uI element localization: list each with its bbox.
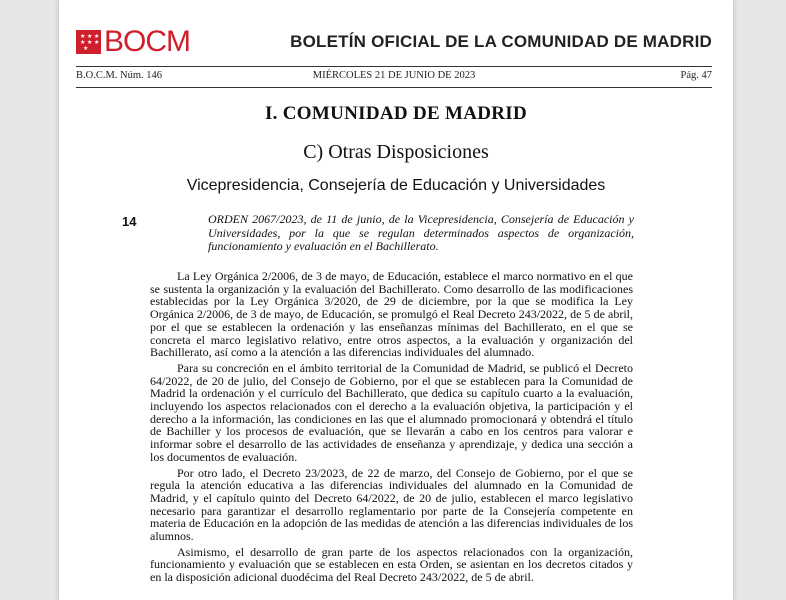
department-heading: Vicepresidencia, Consejería de Educación y Universidades — [186, 177, 606, 194]
order-number: 14 — [122, 214, 137, 229]
madrid-flag-icon: ★ ★ ★ ★ ★ ★ ★ — [76, 30, 101, 54]
subsection-heading: C) Otras Disposiciones — [303, 141, 489, 163]
document-page — [58, 0, 734, 600]
paragraph: Asimismo, el desarrollo de gran parte de los aspectos relacionados con la organización, funcionamiento y evaluación que se establecen en esta Orden, se asientan en los decretos citados y en la disposición adicional duodécima del Real Decreto 243/2022, de 5 de abril. — [150, 544, 633, 585]
page-number: Pág. 47 — [680, 70, 712, 81]
bocm-logo — [76, 25, 190, 58]
issue-info-bar — [76, 70, 712, 86]
paragraph: Por otro lado, el Decreto 23/2023, de 22 de marzo, del Consejo de Gobierno, por el que se regula la atención educativa a las diferencias individuales del alumnado en la Comunidad de Madrid, y el capítulo quinto del Decreto 64/2022, de 20 de julio, establecen el marco legislativo necesario para garantizar el desarrollo reglamentario por parte de la Consejería competente en materia de Educación en la adopción de las medidas de atención a las diferencias individuales de los alumnos. — [150, 465, 633, 544]
order-title: ORDEN 2067/2023, de 11 de junio, de la Vicepresidencia, Consejería de Educación y Universidades, por la que se regulan determinados aspectos de organización, funcionamiento y evaluación en el Bachillerato. — [208, 212, 634, 253]
section-heading: I. COMUNIDAD DE MADRID — [264, 103, 528, 124]
logo-text: BOCM — [104, 25, 190, 58]
issue-number: B.O.C.M. Núm. 146 — [76, 70, 163, 81]
paragraph: Para su concreción en el ámbito territorial de la Comunidad de Madrid, se publicó el Decreto 64/2022, de 20 de julio, del Consejo de Gobierno, por el que se establecen para la Comunidad de Madrid la ordenación y el currículo del Bachillerato, que dedica su capítulo cuarto a la evaluación, incluyendo los aspectos relacionados con el derecho a la evaluación objetiva, la participación y el derecho a la información, las condiciones en las que el alumnado promocionará y obtendrá el título de Bachiller y los procesos de evaluación, que se llevarán a cabo en los centros para valorar e informar sobre el desarrollo de las actividades de enseñanza y aprendizaje, y dedica una sección a los documentos de evaluación. — [150, 360, 633, 464]
issue-date: MIÉRCOLES 21 DE JUNIO DE 2023 — [312, 70, 476, 81]
paragraph: La Ley Orgánica 2/2006, de 3 de mayo, de Educación, establece el marco normativo en el que se sustenta la organización y la evaluación del Bachillerato. Como desarrollo de las modificaciones establecidas por la Ley Orgánica 3/2020, de 29 de diciembre, por la que se modifica la Ley Orgánica 2/2006, de 3 de mayo, de Educación, se promulgó el Real Decreto 243/2022, de 5 de abril, por el que se establecen la ordenación y las enseñanzas mínimas del Bachillerato, en el que se concreta el marco legislativo relativo, entre otros aspectos, a la evaluación y organización del Bachillerato, así como a la atención a las diferencias individuales del alumnado. — [150, 269, 633, 360]
document-body — [150, 270, 633, 587]
bottom-divider — [76, 87, 712, 88]
masthead — [76, 25, 712, 58]
bulletin-title: BOLETÍN OFICIAL DE LA COMUNIDAD DE MADRID — [290, 32, 712, 51]
top-divider — [76, 66, 712, 67]
